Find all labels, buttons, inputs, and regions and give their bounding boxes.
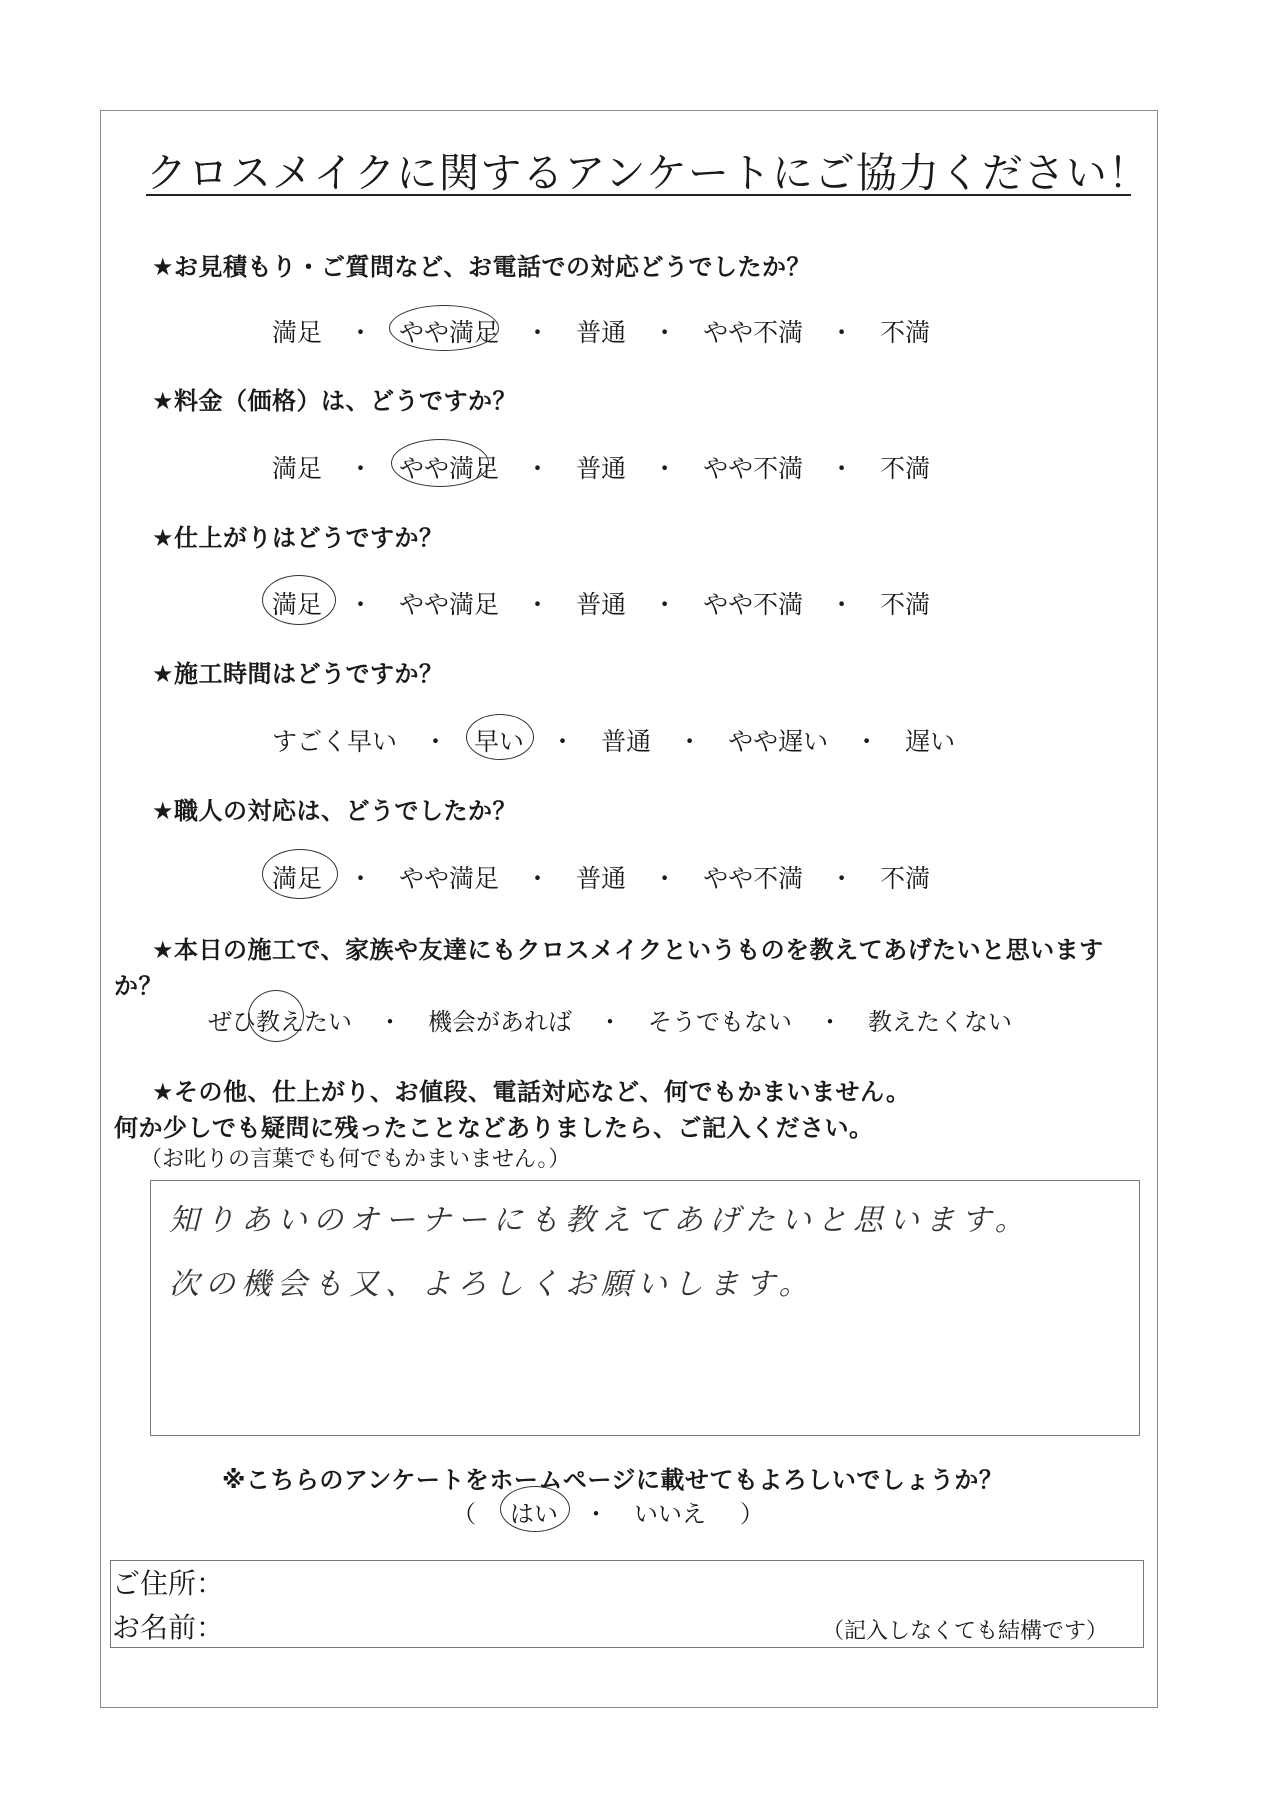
q6-option-2[interactable]: 機会があれば bbox=[428, 1008, 572, 1036]
q5-option-1[interactable]: 満足 bbox=[268, 859, 326, 895]
q6-option-3[interactable]: そうでもない bbox=[648, 1008, 792, 1036]
separator: ・ bbox=[854, 727, 880, 756]
separator: ・ bbox=[348, 590, 374, 619]
separator: ・ bbox=[829, 454, 855, 483]
q1-option-4[interactable]: やや不満 bbox=[703, 318, 804, 347]
separator: ・ bbox=[378, 1008, 402, 1036]
homepage-consent-options bbox=[448, 1494, 768, 1529]
question-2-label: ★料金（価格）は、どうですか？ bbox=[152, 387, 518, 415]
q5-option-4[interactable]: やや不満 bbox=[703, 864, 804, 893]
question-5-label: ★職人の対応は、どうでしたか？ bbox=[152, 797, 518, 825]
question-3-options bbox=[268, 585, 934, 621]
q4-option-2[interactable]: 早い bbox=[470, 722, 528, 758]
question-4-options bbox=[268, 722, 959, 758]
q2-option-3[interactable]: 普通 bbox=[576, 454, 627, 483]
paren-open: （ bbox=[452, 1500, 476, 1528]
separator: ・ bbox=[525, 454, 551, 483]
q3-option-4[interactable]: やや不満 bbox=[703, 590, 804, 619]
paren-close: ） bbox=[740, 1500, 764, 1528]
separator: ・ bbox=[525, 590, 551, 619]
q5-option-3[interactable]: 普通 bbox=[576, 864, 627, 893]
consent-no[interactable]: いいえ bbox=[634, 1500, 706, 1528]
q4-option-3[interactable]: 普通 bbox=[601, 727, 652, 756]
q6-option-4[interactable]: 教えたくない bbox=[868, 1008, 1012, 1036]
q5-option-5[interactable]: 不満 bbox=[880, 864, 931, 893]
handwritten-comment-line-1: 知りあいのオーナーにも教えてあげたいと思います。 bbox=[169, 1203, 1031, 1238]
question-3-label: ★仕上がりはどうですか？ bbox=[152, 524, 444, 552]
q5-option-2[interactable]: やや満足 bbox=[399, 864, 500, 893]
q1-option-5[interactable]: 不満 bbox=[880, 318, 931, 347]
separator: ・ bbox=[652, 864, 678, 893]
q3-option-3[interactable]: 普通 bbox=[576, 590, 627, 619]
q2-option-1[interactable]: 満足 bbox=[272, 454, 323, 483]
comment-prompt-1: ★その他、仕上がり、お値段、電話対応など、何でもかまいません。 bbox=[152, 1078, 911, 1106]
q1-option-3[interactable]: 普通 bbox=[576, 318, 627, 347]
question-4-label: ★施工時間はどうですか？ bbox=[152, 660, 444, 688]
separator: ・ bbox=[598, 1008, 622, 1036]
separator: ・ bbox=[584, 1500, 608, 1528]
question-2-options bbox=[268, 449, 934, 485]
homepage-consent-question: ※こちらのアンケートをホームページに載せてもよろしいでしょうか？ bbox=[222, 1466, 1004, 1494]
name-label: お名前： bbox=[112, 1611, 225, 1644]
separator: ・ bbox=[348, 864, 374, 893]
separator: ・ bbox=[652, 454, 678, 483]
separator: ・ bbox=[348, 318, 374, 347]
comment-prompt-2: 何か少しでも疑問に残ったことなどありましたら、ご記入ください。 bbox=[114, 1114, 874, 1142]
q4-option-1[interactable]: すごく早い bbox=[272, 727, 398, 756]
question-5-options bbox=[268, 859, 934, 895]
optional-note: （記入しなくても結構です） bbox=[822, 1619, 1109, 1644]
q1-option-2[interactable]: やや満足 bbox=[395, 313, 503, 349]
address-label: ご住所： bbox=[112, 1567, 225, 1600]
question-6-label-cont: か？ bbox=[114, 972, 163, 1000]
comment-prompt-3: （お叱りの言葉でも何でもかまいません。） bbox=[140, 1147, 571, 1172]
survey-title: クロスメイクに関するアンケートにご協力ください！ bbox=[146, 149, 1150, 197]
separator: ・ bbox=[652, 318, 678, 347]
question-6-options bbox=[204, 1002, 1016, 1037]
separator: ・ bbox=[423, 727, 449, 756]
handwritten-comment-line-2: 次の機会も又、よろしくお願いします。 bbox=[169, 1267, 815, 1302]
consent-yes[interactable]: はい bbox=[506, 1494, 562, 1529]
separator: ・ bbox=[525, 864, 551, 893]
separator: ・ bbox=[652, 590, 678, 619]
q3-option-2[interactable]: やや満足 bbox=[399, 590, 500, 619]
q2-option-5[interactable]: 不満 bbox=[880, 454, 931, 483]
title-underline bbox=[146, 194, 1131, 196]
separator: ・ bbox=[348, 454, 374, 483]
separator: ・ bbox=[818, 1008, 842, 1036]
comment-textarea[interactable] bbox=[150, 1180, 1140, 1436]
q1-option-1[interactable]: 満足 bbox=[272, 318, 323, 347]
separator: ・ bbox=[829, 864, 855, 893]
question-1-label: ★お見積もり・ご質問など、お電話での対応どうでしたか？ bbox=[152, 253, 812, 281]
q2-option-2[interactable]: やや満足 bbox=[395, 449, 503, 485]
question-6-label: ★本日の施工で、家族や友達にもクロスメイクというものを教えてあげたいと思います bbox=[152, 936, 1104, 964]
q3-option-1[interactable]: 満足 bbox=[268, 585, 326, 621]
q4-option-4[interactable]: やや遅い bbox=[728, 727, 829, 756]
q4-option-5[interactable]: 遅い bbox=[905, 727, 956, 756]
q6-option-1[interactable]: ぜひ教えたい bbox=[204, 1002, 356, 1037]
question-1-options bbox=[268, 313, 934, 349]
separator: ・ bbox=[677, 727, 703, 756]
q3-option-5[interactable]: 不満 bbox=[880, 590, 931, 619]
separator: ・ bbox=[829, 318, 855, 347]
separator: ・ bbox=[525, 318, 551, 347]
q2-option-4[interactable]: やや不満 bbox=[703, 454, 804, 483]
separator: ・ bbox=[829, 590, 855, 619]
separator: ・ bbox=[550, 727, 576, 756]
